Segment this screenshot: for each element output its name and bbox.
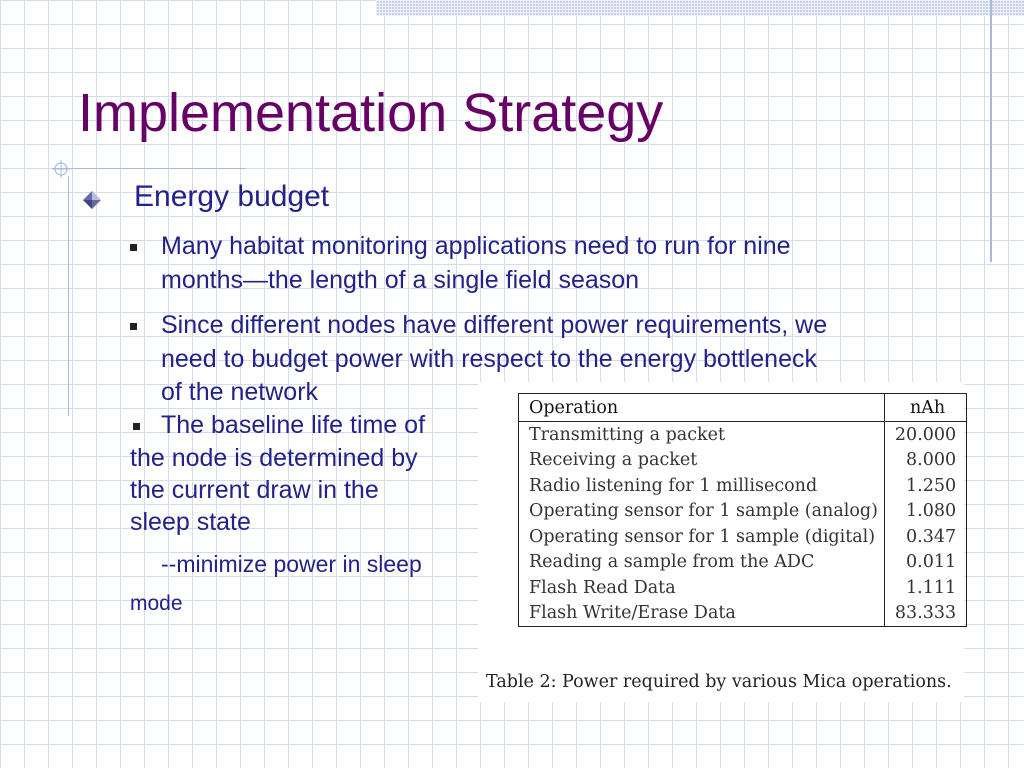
side-bullet-line: the node is determined by bbox=[130, 444, 418, 472]
square-bullet-icon bbox=[130, 323, 137, 330]
operation-cell: Reading a sample from the ADC bbox=[519, 550, 885, 576]
bullet-text-line: need to budget power with respect to the energy bottleneck bbox=[161, 345, 817, 373]
side-note-line: --minimize power in sleep bbox=[161, 551, 422, 577]
side-bullet-line: sleep state bbox=[130, 508, 251, 536]
title-underline bbox=[52, 168, 246, 169]
power-table bbox=[518, 393, 967, 627]
table-row bbox=[519, 524, 967, 550]
table-header-row bbox=[519, 394, 967, 422]
nah-cell: 1.250 bbox=[906, 475, 957, 496]
table-row bbox=[519, 550, 967, 576]
operation-cell: Radio listening for 1 millisecond bbox=[519, 473, 885, 499]
bullet-text-line: Since different nodes have different power requirements, we bbox=[161, 311, 828, 339]
side-bullet-line: The baseline life time of bbox=[161, 411, 426, 439]
table-row bbox=[519, 601, 967, 627]
nah-cell: 1.080 bbox=[906, 501, 957, 522]
bullet-energy-budget: Energy budget bbox=[134, 180, 330, 213]
operation-cell: Flash Read Data bbox=[519, 575, 885, 601]
table-row bbox=[519, 422, 967, 448]
column-header-operation: Operation bbox=[519, 394, 885, 422]
diamond-bullet-icon bbox=[82, 190, 102, 210]
nah-cell: 0.011 bbox=[906, 552, 957, 573]
operation-cell: Operating sensor for 1 sample (digital) bbox=[519, 524, 885, 550]
right-decorative-line bbox=[990, 0, 992, 262]
side-note-line: mode bbox=[130, 592, 183, 615]
operation-cell: Transmitting a packet bbox=[519, 422, 885, 448]
table-row bbox=[519, 448, 967, 474]
left-decorative-line bbox=[68, 176, 69, 416]
side-bullet-line: the current draw in the bbox=[130, 476, 379, 504]
nah-cell: 8.000 bbox=[906, 450, 957, 471]
operation-cell: Operating sensor for 1 sample (analog) bbox=[519, 499, 885, 525]
bullet-text-line: Many habitat monitoring applications need to run for nine bbox=[161, 232, 791, 260]
nah-cell: 83.333 bbox=[894, 603, 957, 624]
table-row bbox=[519, 575, 967, 601]
crosshair-icon bbox=[52, 160, 70, 178]
operation-cell: Receiving a packet bbox=[519, 448, 885, 474]
slide-title: Implementation Strategy bbox=[78, 83, 664, 143]
table-caption: Table 2: Power required by various Mica operations. bbox=[486, 672, 952, 692]
nah-cell: 0.347 bbox=[906, 526, 957, 547]
square-bullet-icon bbox=[133, 423, 140, 430]
nah-cell: 1.111 bbox=[906, 577, 957, 598]
square-bullet-icon bbox=[130, 244, 137, 251]
table-row bbox=[519, 473, 967, 499]
nah-cell: 20.000 bbox=[894, 424, 957, 445]
bullet-text-line: of the network bbox=[161, 378, 319, 406]
operation-cell: Flash Write/Erase Data bbox=[519, 601, 885, 627]
bullet-text-line: months—the length of a single field season bbox=[161, 266, 640, 294]
column-header-nah: nAh bbox=[909, 397, 946, 418]
top-decorative-stripe bbox=[376, 0, 1024, 16]
table-row bbox=[519, 499, 967, 525]
